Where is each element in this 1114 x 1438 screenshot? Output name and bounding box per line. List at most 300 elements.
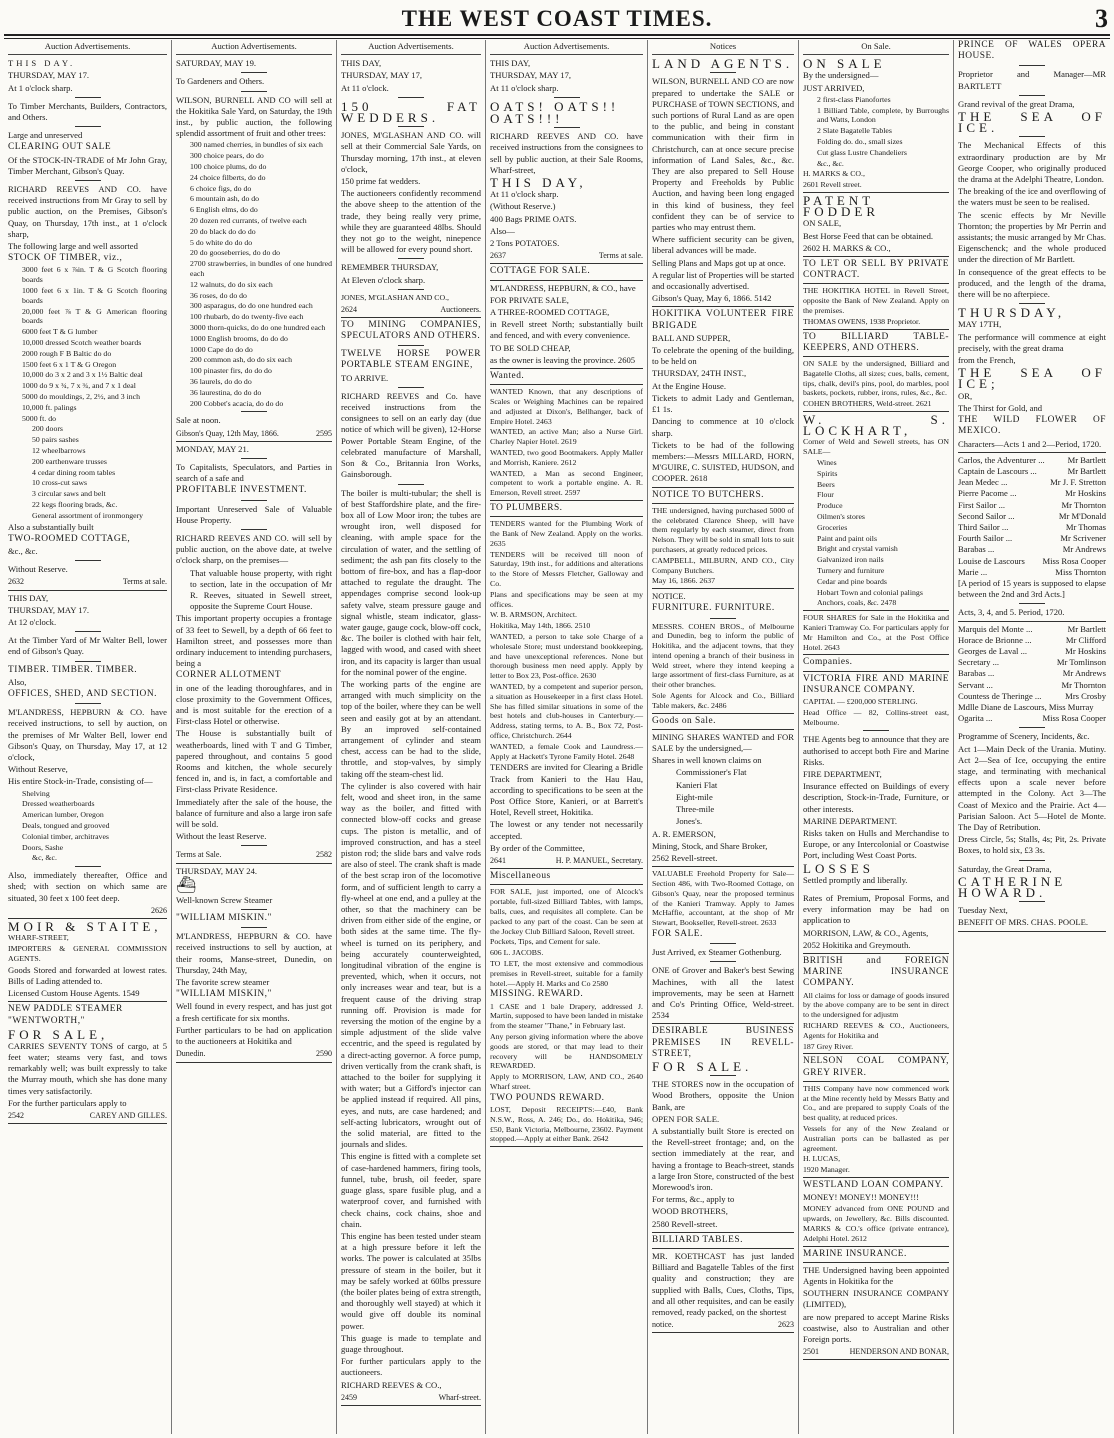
ad-text-line: TENDERS wanted for the Plumbing Work of the Bank of New Zealand. Apply on the works. 2635	[490, 519, 643, 548]
ad-text-line: THOMAS OWENS, 1938 Proprietor.	[803, 316, 921, 326]
divider	[490, 884, 643, 885]
ad-text-line: Grand revival of the great Drama,	[958, 98, 1075, 109]
ad-footer-right: 2626	[151, 905, 167, 915]
ad-text-line: Plans and specifications may be seen at my offices.	[490, 589, 643, 609]
ad-footer	[341, 304, 481, 315]
ad-text-line: DESIRABLE BUSINESS PREMISES IN REVELL-STREET,	[652, 1026, 794, 1059]
ad-text-line: Hokitika, May 14th, 1866. 2510	[490, 621, 591, 631]
ad-text-line: CAMPBELL, MILBURN, AND CO., City Company Butchers.	[652, 555, 794, 575]
ad-text-line: The Mechanical Effects of this extraordinary production are by Mr George Cooper, who originally produced the drama at the Adelphi Theatre, London.	[958, 140, 1106, 185]
ad-text-line: 6000 feet T & G lumber	[22, 327, 98, 337]
cast-row	[958, 691, 1106, 702]
cast-actor: Miss Rosa Cooper	[1042, 555, 1106, 566]
ad-footer	[176, 849, 332, 860]
ad-text-line: Paint and paint oils	[817, 533, 877, 543]
ad-text-line: THIS DAY,	[490, 58, 531, 69]
ad-text-line: Also a substantially built	[8, 521, 94, 532]
ad-text-line: 2052 Hokitika and Greymouth.	[803, 939, 911, 950]
ad-text-line: 300 asparagus, do do one hundred each	[190, 301, 313, 311]
advertisement	[176, 58, 332, 442]
ad-footer	[8, 1110, 167, 1121]
ad-separator	[803, 1246, 949, 1247]
cast-character: Jean Medec ...	[958, 477, 1008, 488]
cast-actor: Mr Andrews	[1062, 544, 1106, 555]
ad-separator	[652, 713, 794, 714]
divider	[554, 97, 580, 98]
ad-text-line: Turnery and furniture	[817, 565, 885, 575]
advertisement	[176, 866, 332, 1063]
ad-text-line: FIRE DEPARTMENT,	[803, 768, 882, 779]
advertisement	[652, 591, 794, 714]
ad-text-line: SOUTHERN INSURANCE COMPANY (LIMITED),	[803, 1288, 949, 1310]
ad-text-line: MONDAY, MAY 21.	[176, 443, 249, 454]
advertisement	[803, 956, 949, 1054]
advertisement	[490, 371, 643, 501]
cast-row	[958, 680, 1106, 691]
ad-text-line: Best Horse Feed that can be obtained.	[803, 230, 934, 241]
ad-text-line: TENDERS are invited for Clearing a Bridle Track from Kanieri to the Hau Hau, according to specifications to be seen at the Post Office Store, Kanieri, or at Barrett's Hotel, Revell street, Hokitika.	[490, 762, 643, 818]
ad-text-line: THURSDAY, MAY 17.	[8, 604, 90, 615]
cast-row	[958, 635, 1106, 646]
ad-text-line: Sale at noon.	[176, 415, 221, 426]
ad-text-line: 1 CASE and 1 bale Drapery, addressed J. Martin, supposed to have been landed in mistake from the steamer "Thane," in February last.	[490, 1001, 643, 1031]
cast-actor: Mr Bartlett	[1067, 465, 1106, 476]
ad-text-line: THE Agents beg to announce that they are authorised to accept both Fire and Marine Risks.	[803, 734, 949, 767]
ad-text-line: THIS DAY,	[341, 58, 382, 69]
ad-text-line: Bright and crystal varnish	[817, 544, 898, 554]
ad-text-line: 100 pinaster firs, do do do	[190, 366, 272, 376]
cast-character: Captain de Lascours ...	[958, 465, 1037, 476]
column-4	[485, 40, 647, 1434]
ad-text-line: THIS Company have now commenced work at the Mine recently held by Messrs Batty and Co., and are prepared to supply Coals of the best quality, at reduced prices.	[803, 1083, 949, 1123]
divider	[75, 97, 101, 98]
ad-text-line: 150 prime fat wedders.	[341, 176, 421, 187]
ad-text-line: THIS DAY,	[8, 592, 49, 603]
divider	[398, 258, 424, 259]
ad-separator	[803, 1177, 949, 1178]
ad-text-line: NEW PADDLE STEAMER	[8, 1004, 123, 1015]
ad-text-line: M'LANDRESS, HEPBURN, & CO., have	[490, 282, 636, 293]
ad-text-line: Apply to MORRISON, LAW, AND CO., 2640 Wharf street.	[490, 1072, 643, 1091]
ad-text-line: NOTICE.	[652, 591, 686, 602]
ad-text-line: Sole Agents for Alcock and Co., Billiard Table makers, &c. 2486	[652, 691, 794, 710]
ad-text-line: ON SALE,	[803, 218, 842, 229]
cast-row	[958, 646, 1106, 657]
ad-text-line: WESTLAND LOAN COMPANY.	[803, 1179, 944, 1190]
ad-text-line: By the undersigned—	[803, 70, 879, 81]
ad-text-line: Selling Plans and Maps got up at once.	[652, 257, 786, 268]
advertisement	[8, 1004, 167, 1124]
ad-text-line: VICTORIA FIRE AND MARINE INSURANCE COMPANY.	[803, 673, 949, 695]
ad-text-line: 200 common ash, do do six each	[190, 355, 292, 365]
ad-text-line: Anchors, coals, &c. 2478	[817, 598, 897, 608]
ad-text-line: OR,	[958, 390, 973, 401]
ad-text-line: THURSDAY,	[958, 305, 1066, 321]
cast-actor: Mr Thomas	[1065, 521, 1106, 532]
advertisement	[803, 1249, 949, 1361]
ad-text-line: MONEY! MONEY!! MONEY!!!	[803, 1192, 919, 1203]
divider	[803, 671, 949, 672]
ad-text-line: FOR SALE, just imported, one of Alcock's portable, full-sized Billiard Tables, with lamps, balls, cues, and requisites all complete. Can be packed to any part of the coast. Can be seen at the Jockey Club Billiard Saloon, Revell street.	[490, 887, 643, 936]
ad-text-line: TWO-ROOMED COTTAGE,	[8, 533, 131, 544]
divider	[710, 72, 736, 73]
ad-text-line: THURSDAY, 24TH INST.,	[652, 368, 747, 379]
ad-text-line: MESSRS. COHEN BROS., of Melbourne and Dunedin, beg to inform the public of Hokitika, and the adjacent towns, that they intend opening a branch of their business in Weld street, where they intend keeping a large assortment of first-class Furniture, as at their other branches.	[652, 621, 794, 690]
advertisement	[8, 58, 167, 590]
advertisement	[652, 490, 794, 590]
ad-text-line: BENEFIT OF MRS. CHAS. POOLE.	[958, 917, 1088, 928]
ad-text-line: 10,000 ft. palings	[22, 402, 77, 412]
ad-text-line: 12 walnuts, do do six each	[190, 279, 273, 289]
ad-text-line: The breaking of the ice and overflowing of the waters must be seen to be realised.	[958, 186, 1106, 208]
ad-text-line: At 1 o'clock sharp.	[8, 82, 73, 93]
ad-text-line: TO ARRIVE.	[341, 372, 389, 383]
ad-text-line: In consequence of the great effects to be produced, and the length of the drama, there will be no afterpiece.	[958, 266, 1106, 300]
ad-text-line: CAPITAL — £200,000 STERLING.	[803, 696, 918, 706]
ad-text-line: Well-known Screw Steamer	[176, 894, 273, 905]
ad-text-line: The performance will commence at eight precisely, with the great drama	[958, 331, 1106, 353]
ad-separator	[652, 588, 794, 589]
ad-footer-left: Terms at Sale.	[176, 850, 222, 860]
advertisement	[490, 503, 643, 869]
ad-text-line: WANTED, a Man as second Engineer, competent to work a portable engine. A. R. Emerson, Revell street. 2597	[490, 468, 643, 498]
ad-text-line: are now prepared to accept Marine Risks coastwise, also to Australian and other Foreign ports.	[803, 1311, 949, 1344]
ad-separator	[176, 441, 332, 442]
ad-text-line: RICHARD REEVES & CO.,	[341, 1379, 442, 1390]
ad-text-line: Tickets to admit Lady and Gentleman, £1 1s.	[652, 392, 794, 415]
masthead	[0, 6, 1114, 36]
ad-text-line: WHARF-STREET,	[8, 933, 69, 943]
ad-text-line: Folding do. do., small sizes	[817, 137, 903, 146]
ad-footer-right: HENDERSON AND BONAR,	[849, 1347, 949, 1357]
ad-footer-left: Dunedin.	[176, 1049, 206, 1059]
ad-text-line: Large and unreserved	[8, 130, 83, 141]
ad-text-line: 2000 rough F B Baltic do do	[22, 348, 112, 358]
ad-text-line: American lumber, Oregon	[22, 810, 104, 820]
ad-text-line: Head Office — 82, Collins-street east, Melbourne.	[803, 707, 949, 727]
ad-text-line: from the French,	[958, 355, 1016, 366]
ad-separator	[490, 500, 643, 501]
ad-text-line: THE STORES now in the occupation of Wood Brothers, opposite the Union Bank, are	[652, 1079, 794, 1112]
ad-text-line: 20,000 feet ⅞ T & G American flooring boards	[22, 306, 167, 326]
ad-text-line: Beers	[817, 479, 835, 489]
ad-separator	[652, 1232, 794, 1233]
advertisement	[8, 593, 167, 919]
advertisement	[341, 320, 481, 1406]
cast-actor: Miss Rosa Cooper	[1042, 713, 1106, 724]
ad-text-line: THE SEA OF ICE.	[958, 109, 1106, 136]
divider	[398, 345, 424, 346]
ad-text-line: PROFITABLE INVESTMENT.	[176, 485, 307, 496]
ad-text-line: RICHARD REEVES and Co. have received instructions from the consignees to sell on an early day (due notice of which will be given), 12-Horse Power Portable Steam Engine, of the celebrated manufacture of Marshall, Son & Co., Britannia Iron Works, Gainsborough.	[341, 390, 481, 480]
ad-text-line: FOR PRIVATE SALE,	[490, 294, 569, 305]
cast-row	[958, 500, 1106, 511]
ad-text-line: RICHARD REEVES AND CO. have received instructions from Mr Gray to sell by public auction, on the Premises, Gibson's Quay, on Thursday, 17th inst., at 1 o'clock sharp,	[8, 184, 167, 239]
ad-text-line: A substantially built Store is erected on the Revell-street frontage; and, on the section immediately at the rear, and having a frontage to Beach-street, stands a large Iron Store, constructed of the best Morewood's iron.	[652, 1125, 794, 1192]
divider	[490, 280, 643, 281]
ad-text-line: H. MARKS & CO.,	[803, 169, 865, 179]
ad-text-line: LAND AGENTS.	[652, 56, 794, 72]
ad-text-line: A regular list of Properties will be started and occasionally advertised.	[652, 269, 795, 292]
ad-text-line: TO BE SOLD CHEAP,	[490, 342, 571, 353]
ad-text-line: 2 first-class Pianofortes	[817, 94, 891, 104]
ad-text-line: LOSSES	[803, 860, 874, 876]
ad-text-line: IMPORTERS & GENERAL COMMISSION AGENTS.	[8, 944, 167, 963]
ad-text-line: To Timber Merchants, Builders, Contractors, and Others.	[8, 100, 167, 123]
divider	[710, 943, 736, 944]
ad-text-line: Well found in every respect, and has just got a fresh certificate for six months.	[176, 1001, 332, 1023]
ad-text-line: ONE of Grover and Baker's best Sewing Machines, with all the latest improvements, may be seen at Harnett and Co's Printing Office, Weld-street. 2534	[652, 965, 794, 1021]
ad-text-line: Immediately after the sale of the house, the balance of furniture and also a large iron safe will be sold.	[176, 796, 332, 830]
ad-text-line: THURSDAY, MAY 17.	[8, 70, 90, 81]
ad-text-line: A THREE-ROOMED COTTAGE,	[490, 307, 610, 318]
ad-separator	[803, 1359, 949, 1360]
divider	[803, 283, 949, 284]
ad-separator	[490, 368, 643, 369]
ad-text-line: The lowest or any tender not necessarily accepted.	[490, 819, 643, 841]
divider	[1019, 901, 1045, 902]
ad-text-line: This engine has been tested under steam at a high pressure before it left the works. The power is calculated at 35lbs pressure of steam in the boiler, but it may be safely worked at 60lbs pressure (the boiler plates being of extra strength, and thoroughly well stayed) at which it would give off double its nominal power.	[341, 1230, 481, 1331]
ad-text-line: RICHARD REEVES AND CO. have received instructions from the consignees to sell by public auction, at their Sale Rooms, Wharf-street,	[490, 131, 643, 175]
ad-text-line: Wanted.	[490, 371, 525, 382]
ad-text-line: WANTED, a female Cook and Laundress.—Apply at Hackett's Tyrone Family Hotel. 2648	[490, 741, 643, 761]
cast-character: Countess de Theringe ...	[958, 690, 1042, 701]
ad-text-line: ON SALE by the undersigned, Billiard and Bagatelle Cloths, all sizes; cues, balls, cement, tips, chalk, devil's pins, pool, do marbles, pool baskets, pockets, rubber, irons, rules, &c., &c.	[803, 359, 949, 398]
ad-text-line: This guage is made to template and guage throughout.	[341, 1332, 481, 1354]
ad-text-line: Kanieri Flat	[676, 779, 718, 790]
ad-footer	[803, 1346, 949, 1357]
ad-separator	[803, 1053, 949, 1054]
column-1	[4, 40, 171, 1434]
cast-character: Horace de Brionne ...	[958, 634, 1032, 645]
ad-text-line: 300 choice pears, do do	[190, 151, 264, 161]
ad-text-line: FOR SALE.	[652, 1058, 753, 1074]
cast-character: Ogarita ...	[958, 713, 993, 724]
ad-text-line: 4 cedar dining room tables	[32, 467, 116, 477]
divider	[241, 411, 267, 412]
ad-text-line: &c, &c.	[32, 853, 57, 863]
ad-text-line: Dress Circle, 5s; Stalls, 4s; Pit, 2s. Private Boxes, to hold six, £3 3s.	[958, 834, 1106, 856]
divider	[398, 484, 424, 485]
ad-text-line: &c., &c.	[817, 158, 844, 168]
ad-text-line: MARINE DEPARTMENT.	[803, 815, 898, 826]
ad-text-line: 100 rhubarb, do do twenty-five each	[190, 312, 304, 322]
cast-row	[958, 522, 1106, 533]
ad-footer-right: Terms at sale.	[122, 577, 167, 587]
divider	[554, 127, 580, 128]
ad-text-line: 50 pairs sashes	[32, 435, 79, 445]
ad-text-line: in one of the leading thoroughfares, and in close proximity to the Government Offices, and is most suitable for the erection of a First-class Hotel or otherwise.	[176, 682, 332, 727]
ad-text-line: The working parts of the engine are arranged with much simplicity on the top of the boiler, where they can be well seen and easily got at by an attendant. By an improved self-contained arrangement of cylinder and steam chest, access can be had to the slide, throttle, and stop-valves, by simply taking off the steam-chest lid.	[341, 678, 481, 779]
ad-text-line: At 11 o'clock sharp.	[490, 189, 559, 200]
ad-text-line: By order of the Committee,	[490, 842, 585, 853]
ad-text-line: PATENT FODDER	[803, 192, 880, 220]
ad-text-line: Without the least Reserve.	[176, 831, 267, 842]
ad-text-line: H. LUCAS,	[803, 1154, 841, 1164]
ad-text-line: 1 Billiard Table, complete, by Burroughs and Watts, London	[817, 105, 949, 125]
cast-actor: Mr J. F. Stretton	[1050, 477, 1106, 488]
divider	[652, 503, 794, 504]
ad-text-line: At Eleven o'clock sharp.	[341, 274, 426, 285]
divider	[863, 889, 889, 890]
ad-text-line: Cedar and pine boards	[817, 576, 887, 586]
cast-character: Marie ...	[958, 566, 988, 577]
cast-row	[958, 544, 1106, 555]
ad-footer	[8, 576, 167, 587]
ad-text-line: Shelving	[22, 788, 50, 798]
ad-text-line: FOUR SHARES for Sale in the Hokitika and Kanieri Tramway Co. For particulars apply for Mr Hamilton and Co., at the Post Office Hotel. 2643	[803, 613, 949, 652]
page-number: 3	[1095, 4, 1108, 33]
divider	[803, 1262, 949, 1263]
column-7	[953, 40, 1110, 1434]
cast-character: Barabas ...	[958, 544, 995, 555]
cast-character: Second Sailor ...	[958, 510, 1015, 521]
ad-text-line: WANTED, an active Man; also a Nurse Girl. Charley Napier Hotel. 2619	[490, 427, 643, 447]
cast-row	[958, 511, 1106, 522]
ad-text-line: JUST ARRIVED,	[803, 82, 865, 93]
ad-text-line: Groceries	[817, 522, 848, 532]
ad-text-line: CATHERINE HOWARD.	[958, 873, 1067, 901]
ad-text-line: 1000 feet 6 x 1in. T & G Scotch flooring boards	[22, 286, 167, 305]
advertisement	[958, 455, 1106, 622]
ad-text-line: TO BILLIARD TABLE-KEEPERS, AND OTHERS.	[803, 331, 949, 353]
ad-text-line: MOIR & STAITE,	[8, 919, 162, 935]
ad-text-line: 2 Tons POTATOES.	[490, 238, 560, 249]
ad-text-line: OFFICES, SHED, AND SECTION.	[8, 689, 157, 700]
ad-text-line: Hobart Town and colonial palings	[817, 587, 923, 597]
ad-text-line: The Thirst for Gold, and	[958, 402, 1043, 413]
ad-separator	[803, 610, 949, 611]
divider	[1019, 136, 1045, 137]
ad-footer-right: H. P. MANUEL, Secretary.	[555, 856, 643, 865]
ad-text-line: LOST, Deposit RECEIPTS:—£40, Bank N.S.W., Ross, A. 246; Do., do. Hokitika, 946; £50, Bank Victoria, Melbourne, 23602. Payment stopped.—Apply at either Bank. 2642	[490, 1104, 643, 1144]
ad-separator	[490, 868, 643, 869]
ad-text-line: 2601 Revell street.	[803, 180, 862, 190]
ad-text-line: Dressed weatherboards	[22, 799, 95, 809]
ad-text-line: The following large and well assorted	[8, 241, 138, 252]
ad-text-line: A. R. EMERSON,	[652, 828, 716, 839]
cast-actor: Mr Thornton	[1061, 679, 1106, 690]
ad-text-line: FOR SALE.	[652, 928, 703, 939]
ad-text-line: Pockets, Tips, and Cement for sale.	[490, 937, 601, 947]
ad-text-line: 187 Grey River.	[803, 1041, 854, 1051]
cast-row	[958, 713, 1106, 724]
column-2	[171, 40, 336, 1434]
ad-text-line: TENDERS will be received till noon of Saturday, 19th inst., for additions and alterations to the Store of Messrs Fletcher, Galloway and Co.	[490, 549, 643, 589]
ad-text-line: 10,000 do 3 x 2 and 3 x 1½ Baltic deal	[22, 370, 143, 380]
ad-text-line: STOCK OF TIMBER, viz.,	[8, 253, 123, 264]
ad-text-line: MONEY advanced from ONE POUND and upwards, on Jewellery, &c. Bills discounted. MARKS & CO.'s office (private entrance), Adelphi Hotel. 2612	[803, 1204, 949, 1243]
cast-actor: Mrs Crosby	[1065, 690, 1106, 701]
ad-footer	[176, 1048, 332, 1059]
ad-text-line: At 12 o'clock.	[8, 617, 57, 627]
divider	[1019, 95, 1045, 96]
ad-separator	[8, 590, 167, 591]
ad-text-line: 20 dozen red currants, of twelve each	[190, 216, 307, 225]
ad-separator	[652, 1023, 794, 1024]
divider	[241, 909, 267, 910]
ad-text-line: MARINE INSURANCE.	[803, 1248, 907, 1259]
ad-separator	[8, 1001, 167, 1002]
ad-footer-right: 2590	[316, 1049, 332, 1059]
ad-text-line: Just Arrived, ex Steamer Gothenburg.	[652, 947, 782, 958]
divider	[652, 1248, 794, 1249]
ad-separator	[803, 256, 949, 257]
ad-text-line: Companies.	[803, 657, 853, 668]
ad-text-line: Oilmen's stores	[817, 511, 865, 521]
ad-text-line: 400 Bags PRIME OATS.	[490, 213, 577, 224]
ad-text-line: Also—	[490, 225, 515, 236]
ad-text-line: Tickets to be had of the following members:—Messrs MILLARD, HORN, M'GUIRE, C. SUISTED, HUDSON, and COOPER. 2618	[652, 439, 794, 484]
ad-text-line: TO LET, the most extensive and commodious premises in Revell-street, suitable for a family hotel.—Apply H. Marks and Co 2580	[490, 958, 643, 988]
column-heading: On Sale.	[803, 40, 949, 55]
ad-text-line: "WILLIAM MISKIN."	[176, 913, 272, 924]
ad-footer-left: Gibson's Quay, 12th May, 1866.	[176, 428, 279, 438]
ad-text-line: 1000 do 9 x ¾, 7 x ¾, and 7 x 1 deal	[22, 381, 136, 391]
advertisement	[652, 309, 794, 487]
ad-text-line: Flour	[817, 490, 834, 500]
ad-text-line: Where sufficient security can be given, liberal advances will be made.	[652, 234, 794, 256]
advertisement	[652, 1026, 794, 1232]
ad-text-line: THURSDAY, MAY 24.	[176, 865, 258, 876]
ad-text-line: FOR SALE,	[8, 1026, 109, 1042]
ad-text-line: That valuable house property, with right to section, late in the occupation of Mr R. Reeves, situated in Sewell street, opposite the Supreme Court House.	[190, 567, 332, 612]
column-heading: Auction Advertisements.	[176, 40, 332, 55]
ad-text-line: The House is substantially built of weatherboards, lined with T and G Timber, papered throughout, and contains 5 good Rooms and kitchen, the whole securely fenced in, and is, in fact, a comfortable and First-class Private Residence.	[176, 728, 332, 795]
ad-text-line: 1000 English brooms, do do do	[190, 333, 288, 343]
cast-actor: Miss Thornton	[1055, 566, 1106, 577]
divider	[710, 618, 736, 619]
ad-text-line: 5000 ft. do	[22, 413, 57, 423]
divider	[803, 1081, 949, 1082]
ad-text-line: 2580 Revell-street.	[652, 1218, 718, 1229]
ad-text-line: Proprietor and Manager—MR BARTLETT	[958, 69, 1106, 91]
cast-character: Carlos, the Adventurer ...	[958, 454, 1045, 465]
ad-text-line: Further particulars to be had on application to the auctioneers at Hokitika and	[176, 1024, 332, 1047]
cast-row	[958, 455, 1106, 466]
ad-text-line: 6 choice figs, do do	[190, 183, 252, 193]
cast-character: Mdlle Diane de Lascours, Miss Murray	[958, 701, 1094, 712]
ad-separator	[490, 263, 643, 264]
ad-text-line: CLEARING OUT SALE	[8, 142, 112, 153]
ad-footer-left: 2637	[490, 251, 506, 261]
ad-text-line: MR. KOETHCAST has just landed Billiard and Bagatelle Tables of the first quality and construction; they are supplied with Balls, Cues, Cloths, Tips, and all other requisites, and can be easily removed, ready packed, on the shortest	[652, 1250, 794, 1317]
advertisement	[8, 921, 167, 1002]
ad-text-line: 2700 strawberries, in bundles of one hundred each	[190, 259, 332, 278]
ad-text-line: [A period of 15 years is supposed to elapse between the 2nd and 3rd Acts.]	[958, 577, 1106, 600]
ad-text-line: WILSON, BURNELL AND CO will sell at the Hokitika Sale Yard, on Saturday, the 19th inst., by public auction, the following splendid assortment of fruit and other trees:	[176, 94, 332, 139]
advertisement	[341, 58, 481, 318]
ad-text-line: THE Undersigned having been appointed Agents in Hokitika for the	[803, 1264, 949, 1286]
ad-text-line: TO LET OR SELL BY PRIVATE CONTRACT.	[803, 259, 949, 281]
advertisement	[803, 1056, 949, 1178]
ad-text-line: CORNER ALLOTMENT	[176, 670, 282, 681]
divider	[75, 703, 101, 704]
ad-text-line: For terms, &c., apply to	[652, 1194, 735, 1205]
ad-separator	[490, 1146, 643, 1147]
cast-character: Secretary ...	[958, 657, 1000, 668]
ad-footer-right: Terms at sale.	[598, 251, 643, 261]
ad-text-line: NOTICE TO BUTCHERS.	[652, 489, 765, 500]
ad-footer	[652, 1319, 794, 1330]
ad-text-line: REMEMBER THURSDAY,	[341, 262, 439, 273]
advertisement	[652, 716, 794, 867]
ad-text-line: 2 Slate Bagatelle Tables	[817, 126, 892, 136]
ad-text-line: COHEN BROTHERS, Weld-street. 2621	[803, 399, 932, 409]
ad-text-line: 200 Cobbet's acacia, do do do	[190, 398, 284, 408]
ad-text-line: Also,	[8, 676, 27, 687]
ad-footer-right: 2595	[316, 428, 332, 438]
